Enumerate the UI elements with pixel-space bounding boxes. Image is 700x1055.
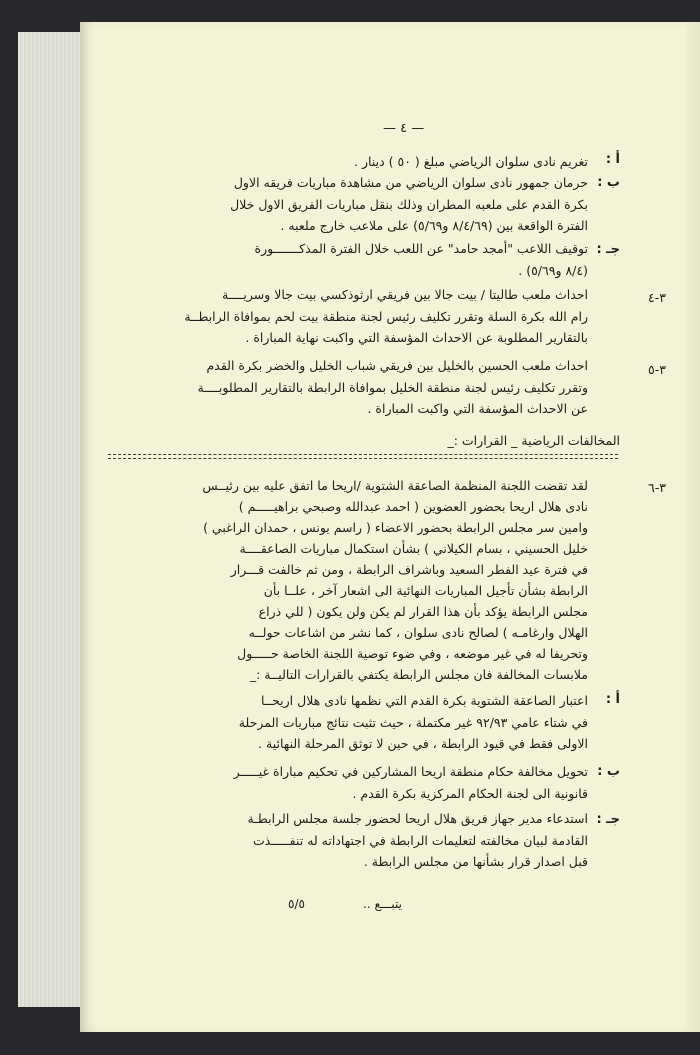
continued-label: يتبـــع .. <box>363 897 402 911</box>
line: رام الله بكرة السلة وتقرر تكليف رئيس لجنة منطقة بيت لحم بموافاة الرابطــة <box>184 308 588 324</box>
line: خليل الحسيني ، بسام الكيلاني ) بشأن استكمال مباريات الصاعقــــة <box>239 541 588 556</box>
section-3-6-text <box>98 475 588 685</box>
line: قانونية الى لجنة الحكام المركزية بكرة القدم . <box>352 785 588 801</box>
decision-c-text <box>98 808 588 873</box>
item-letter-a: أ : <box>605 152 620 167</box>
line: الفترة الواقعة بين (٨/٤/٦٩ و٥/٦٩) على ملاعب خارج ملعبه . <box>280 218 588 233</box>
section-number-3-4: ٣-٤ <box>648 290 666 305</box>
decision-letter-c: جـ : <box>596 812 620 827</box>
decision-b-text <box>98 761 588 804</box>
line: حرمان جمهور نادى سلوان الرياضي من مشاهدة مباريات فريقه الاول <box>233 175 588 190</box>
line: استدعاء مدير جهاز فريق هلال اريحا لحضور جلسة مجلس الرابطـة <box>247 811 588 826</box>
item-b-text <box>98 172 588 237</box>
line: احداث ملعب طاليتا / بيت جالا بين فريقي ارثوذكسي بيت جالا وسريــــة <box>222 287 588 302</box>
section-3-4-text <box>98 284 588 349</box>
page-number: — ٤ — <box>383 121 425 136</box>
line: تحويل مخالفة حكام منطقة اريحا المشاركين في تحكيم مباراة غيـــــر <box>233 764 588 779</box>
line: اعتبار الصاعقة الشتوية بكرة القدم التي نظمها نادى هلال اريحــا <box>260 693 588 708</box>
heading-underline-1 <box>108 454 618 455</box>
line: مجلس الرابطة يؤكد بأن هذا القرار لم يكن ولن يكون ( للي ذراع <box>258 604 588 619</box>
line: توقيف اللاعب "أمجد حامد" عن اللعب خلال الفترة المذكـــــــورة <box>254 241 588 256</box>
item-c-text <box>98 238 588 281</box>
line: بالتقارير المطلوبة عن الاحداث المؤسفة التي واكبت نهاية المباراة . <box>245 330 588 345</box>
line: القادمة لبيان مخالفته لتعليمات الرابطة في اجتهاداته له تنفـــــذت <box>253 832 588 848</box>
decision-a-text <box>98 690 588 755</box>
item-a-text: تغريم نادى سلوان الرياضي مبلغ ( ٥٠ ) دينار . <box>354 154 588 169</box>
line: احداث ملعب الحسين بالخليل بين فريقي شباب الخليل والخضر بكرة القدم <box>206 358 588 373</box>
section-3-5-text <box>98 355 588 420</box>
line: ملابسات المخالفة فان مجلس الرابطة يكتفي بالقرارات التاليــة :_ <box>249 667 588 682</box>
line: لقد تقضت اللجنة المنظمة الصاعقة الشتوية /اريحا ما اتفق عليه بين رئيــس <box>202 478 588 493</box>
line: بكرة القدم على ملعبه المطران وذلك بنقل مباريات الفريق الاول خلال <box>230 196 588 212</box>
line: الهلال وارغامـه ) لصالح نادى سلوان ، كما نشر من اشاعات حولــه <box>248 625 588 640</box>
line: (٨/٤ و٥/٦٩) . <box>518 262 588 278</box>
line: عن الاحداث المؤسفة التي واكبت المباراة . <box>367 401 588 416</box>
item-letter-b: ب : <box>597 175 620 190</box>
page-reference: ٥/٥ <box>288 897 305 911</box>
line: في شتاء عامي ٩٢/٩٣ غير مكتملة ، حيث تثبت نتائج مباريات المرحلة <box>238 714 588 730</box>
line: قبل اصدار قرار بشأنها من مجلس الرابطة . <box>363 854 588 869</box>
item-letter-c: جـ : <box>596 242 620 257</box>
line: نادى هلال اريحا بحضور العضوين ( احمد عبدالله وصبحي براهيـــــم ) <box>238 499 588 514</box>
line: الاولى فقط في قيود الرابطة ، في حين لا توثق المرحلة النهائية . <box>258 736 588 751</box>
section-number-3-6: ٣-٦ <box>648 480 666 495</box>
section-heading: المخالفات الرياضية _ القرارات :_ <box>447 433 620 448</box>
decision-letter-b: ب : <box>597 764 620 779</box>
heading-underline-2 <box>108 458 618 459</box>
line: وتحريفا له في غير موضعه ، وفي ضوء توصية اللجنة الخاصة حـــــول <box>237 646 588 661</box>
line: وامين سر مجلس الرابطة بحضور الاعضاء ( راسم يونس ، حمدان الراغبي ) <box>203 520 588 535</box>
line: وتقرر تكليف رئيس لجنة منطقة الخليل بموافاة الرابطة بالتقارير المطلوبــــة <box>197 379 588 395</box>
line: الرابطة بشأن تأجيل المباريات النهائية الى اشعار آخر ، علــا بأن <box>263 583 588 598</box>
line: في فترة عيد الفطر السعيد وباشراف الرابطة ، ومن ثم خالفت قـــرار <box>230 562 588 577</box>
section-number-3-5: ٣-٥ <box>648 362 666 377</box>
decision-letter-a: أ : <box>605 692 620 707</box>
